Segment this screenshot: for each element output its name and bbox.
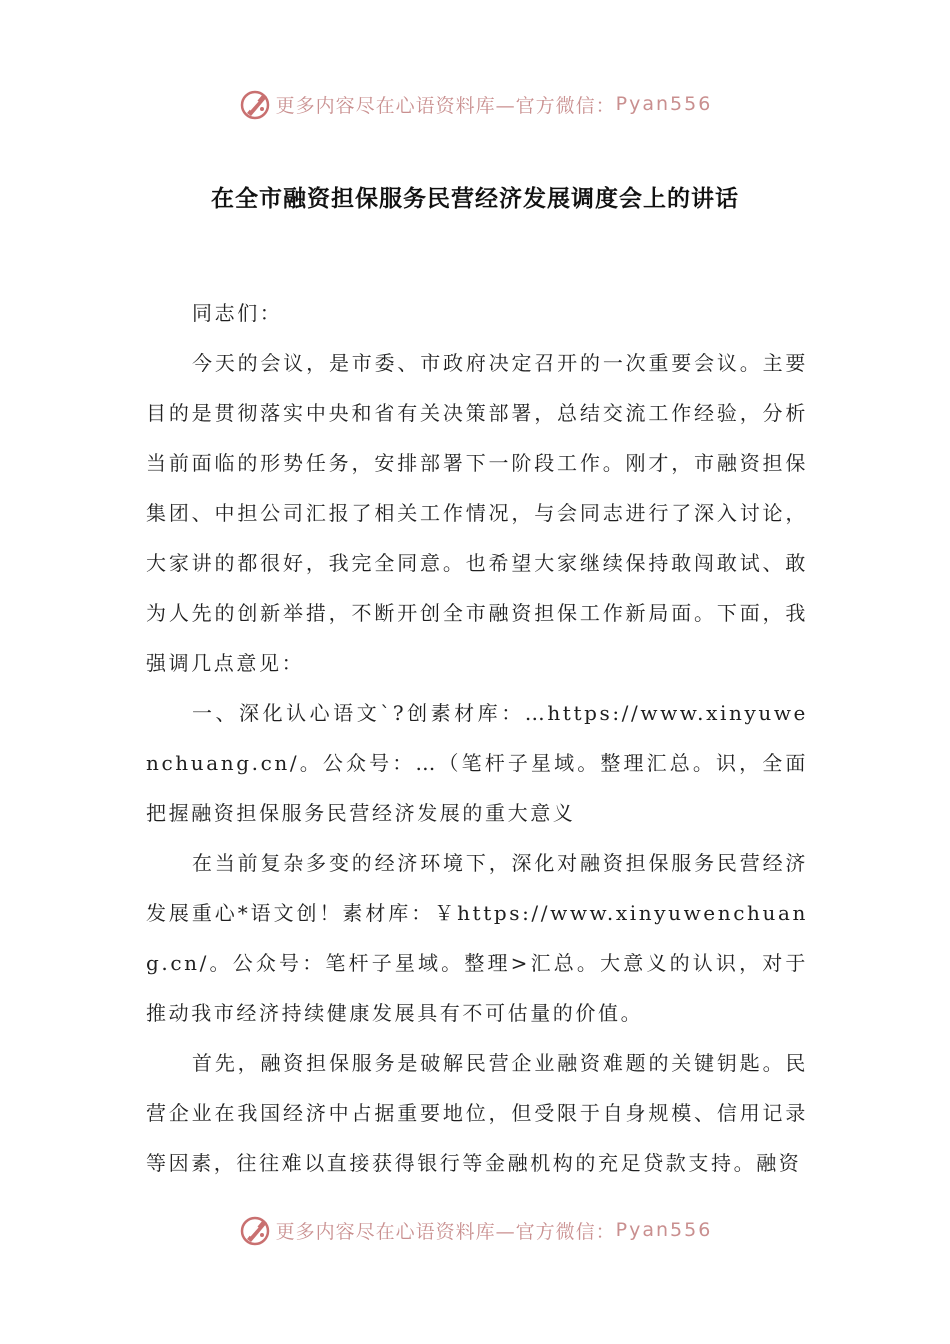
footer-banner-text: 更多内容尽在心语资料库—官方微信： [275,1220,616,1243]
salutation: 同志们： [192,301,283,325]
pen-nib-circle-logo-icon [238,1212,274,1248]
document-body [146,288,808,1188]
header-banner-wechat-id: Pyan556 [615,93,713,115]
paragraph-intro: 今天的会议，是市委、市政府决定召开的一次重要会议。主要目的是贯彻落实中央和省有关决策部署，总结交流工作经验，分析当前面临的形势任务，安排部署下一阶段工作。刚才，市融资担保集团、中担公司汇报了相关工作情况，与会同志进行了深入讨论，大家讲的都很好，我完全同意。也希望大家继续保持敢闯敢试、敢为人先的创新举措，不断开创全市融资担保工作新局面。下面，我强调几点意见： [146,351,808,675]
paragraph-first-point: 首先，融资担保服务是破解民营企业融资难题的关键钥匙。民营企业在我国经济中占据重要地位，但受限于自身规模、信用记录等因素，往往难以直接获得银行等金融机构的充足贷款支持。融资 [146,1051,808,1175]
document-title: 在全市融资担保服务民营经济发展调度会上的讲话 [211,186,739,212]
paragraph-section-heading: 一、深化认心语文`?创素材库：…https://www.xinyuwenchuang.cn/。公众号：…（笔杆子星域。整理汇总。识，全面把握融资担保服务民营经济发展的重大意义 [146,701,808,825]
paragraph-context: 在当前复杂多变的经济环境下，深化对融资担保服务民营经济发展重心*语文创！素材库：￥https://www.xinyuwenchuang.cn/。公众号：笔杆子星域。整理>汇总。大意义的认识，对于推动我市经济持续健康发展具有不可估量的价值。 [146,851,808,1025]
header-banner-text: 更多内容尽在心语资料库—官方微信： [275,94,616,117]
header-banner [0,82,950,126]
footer-banner-wechat-id: Pyan556 [615,1219,713,1241]
pen-nib-circle-logo-icon [238,86,274,122]
footer-banner [0,1208,950,1252]
